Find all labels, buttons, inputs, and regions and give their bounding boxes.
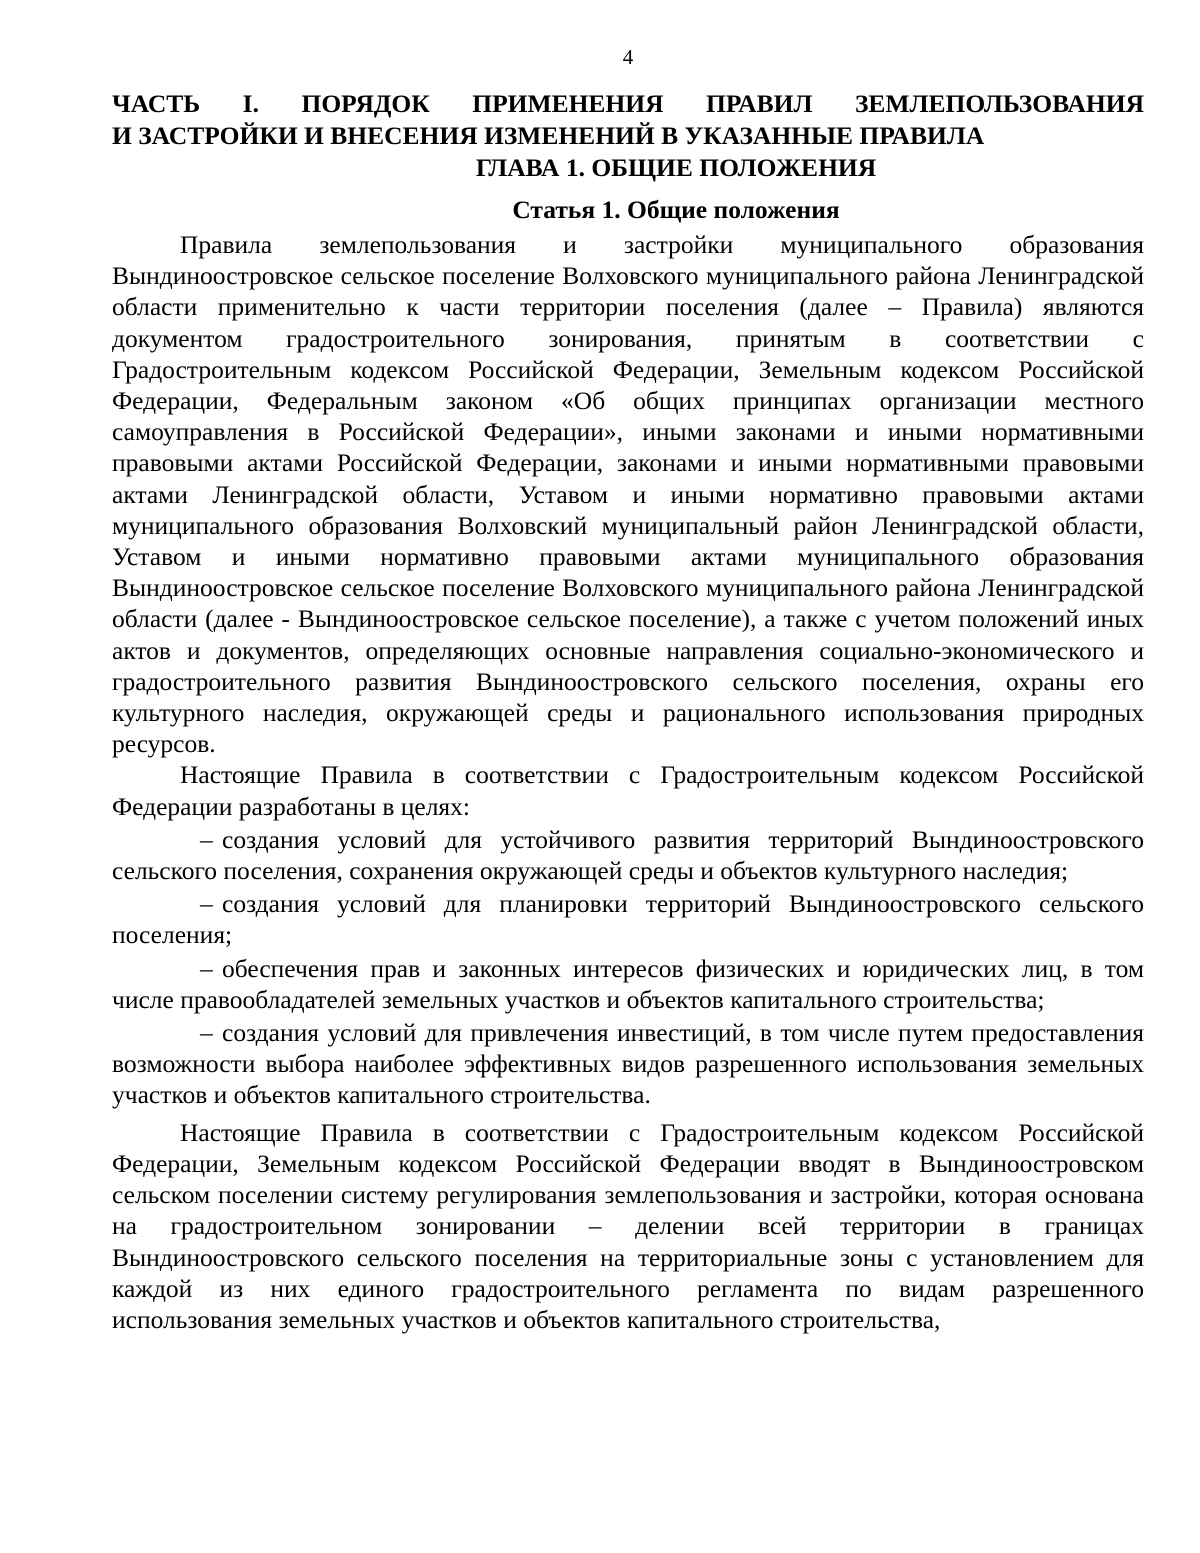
page-number: 4 bbox=[622, 45, 634, 69]
part-title bbox=[112, 88, 1144, 152]
article-title: Статья 1. Общие положения bbox=[512, 195, 840, 224]
paragraph-intro: Правила землепользования и застройки муниципального образования Вындиноостровское сельское поселение Волховского муниципального района Ленинградской области применительно к части территории поселения (далее – Правила) являются документом градостроительного зонирования, принятым в соответствии с Градостроительным кодексом Российской Федерации, Земельным кодексом Российской Федерации, Федеральным законом «Об общих принципах организации местного самоуправления в Российской Федерации», иными законами и иными нормативными правовыми актами Российской Федерации, законами и иными нормативными правовыми актами Ленинградской области, Уставом и иными нормативно правовыми актами муниципального образования Волховский муниципальный район Ленинградской области, Уставом и иными нормативно правовыми актами муниципального образования Вындиноостровское сельское поселение Волховского муниципального района Ленинградской области (далее - Вындиноостровское сельское поселение), а также с учетом положений иных актов и документов, определяющих основные направления социально-экономического и градостроительного развития Вындиноостровского сельского поселения, охраны его культурного наследия, окружающей среды и рационального использования природных ресурсов. bbox=[112, 230, 1144, 759]
list-item bbox=[112, 953, 1144, 1015]
list-item bbox=[112, 1017, 1144, 1111]
dash-marker: – bbox=[200, 824, 213, 854]
chapter-title: ГЛАВА 1. ОБЩИЕ ПОЛОЖЕНИЯ bbox=[475, 153, 877, 182]
list-item-text: обеспечения прав и законных интересов физических и юридических лиц, в том числе правообладателей земельных участков и объектов капитального строительства; bbox=[112, 953, 1144, 1014]
list-item-text: создания условий для устойчивого развития территорий Вындиноостровского сельского поселения, сохранения окружающей среды и объектов культурного наследия; bbox=[112, 824, 1144, 886]
list-item bbox=[112, 824, 1144, 886]
paragraph-regulation-system: Настоящие Правила в соответствии с Градостроительным кодексом Российской Федерации, Земельным кодексом Российской Федерации вводят в Вындиноостровском сельском поселении систему регулирования землепользования и застройки, которая основана на градостроительном зонировании – делении всей территории в границах Вындиноостровского сельского поселения на территориальные зоны с установлением для каждой из них единого градостроительного регламента по видам разрешенного использования земельных участков и объектов капитального строительства, bbox=[112, 1117, 1144, 1334]
document-body bbox=[112, 88, 1144, 1335]
dash-marker: – bbox=[200, 953, 213, 983]
goals-list bbox=[112, 824, 1144, 1111]
list-item bbox=[112, 888, 1144, 950]
list-item-text: создания условий для планировки территорий Вындиноостровского сельского поселения; bbox=[112, 889, 1144, 950]
dash-marker: – bbox=[200, 1018, 213, 1048]
part-title-line-2: И ЗАСТРОЙКИ И ВНЕСЕНИЯ ИЗМЕНЕНИЙ В УКАЗАННЫЕ ПРАВИЛА bbox=[112, 121, 985, 150]
dash-marker: – bbox=[200, 889, 213, 919]
part-title-line-1: ЧАСТЬ I. ПОРЯДОК ПРИМЕНЕНИЯ ПРАВИЛ ЗЕМЛЕПОЛЬЗОВАНИЯ bbox=[112, 89, 1144, 118]
paragraph-goals-intro: Настоящие Правила в соответствии с Градостроительным кодексом Российской Федерации разработаны в целях: bbox=[112, 760, 1144, 821]
list-item-text: создания условий для привлечения инвестиций, в том числе путем предоставления возможности выбора наиболее эффективных видов разрешенного использования земельных участков и объектов капитального строительства. bbox=[112, 1018, 1144, 1110]
